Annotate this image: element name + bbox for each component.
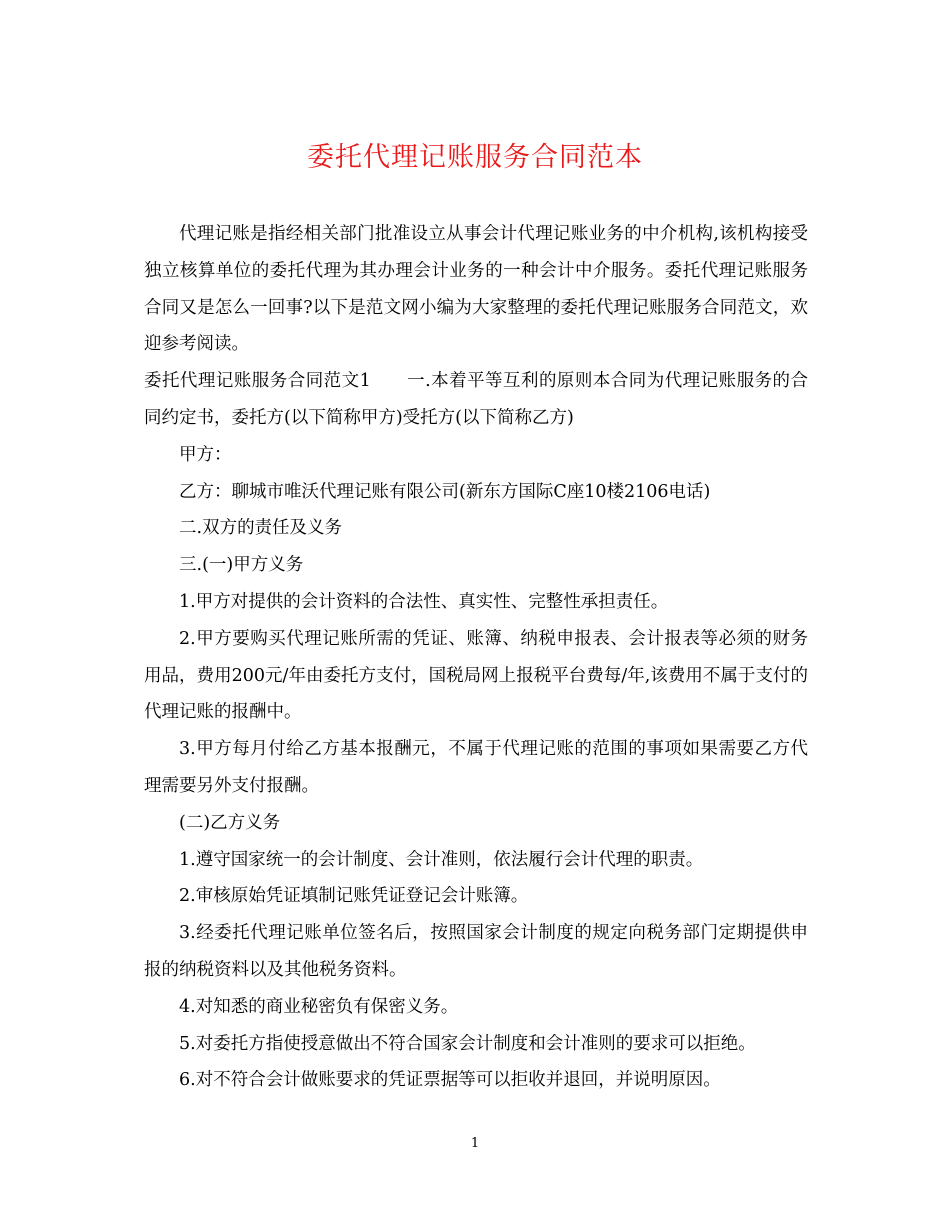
responsibilities-heading: 二.双方的责任及义务: [179, 518, 343, 539]
contract-section-heading: 委托代理记账服务合同范文1 一.本着平等互利的原则本合同为代理记账服务的合同约定书，委托方(以下简称甲方)受托方(以下简称乙方): [144, 371, 808, 428]
party-b-duties-heading: (二)乙方义务: [179, 812, 281, 833]
page-number: 1: [470, 1136, 480, 1151]
party-a-duty-1: 1.甲方对提供的会计资料的合法性、真实性、完整性承担责任。: [179, 591, 669, 612]
party-b-duty-3: 3.经委托代理记账单位签名后，按照国家会计制度的规定向税务部门定期提供申报的纳税资料以及其他税务资料。: [144, 923, 808, 980]
party-b-duty-4: 4.对知悉的商业秘密负有保密义务。: [179, 996, 459, 1017]
party-a-duty-2: 2.甲方要购买代理记账所需的凭证、账簿、纳税申报表、会计报表等必须的财务用品，费用200元/年由委托方支付，国税局网上报税平台费每/年,该费用不属于支付的代理记账的报酬中。: [144, 628, 808, 723]
party-b-duty-5: 5.对委托方指使授意做出不符合国家会计制度和会计准则的要求可以拒绝。: [179, 1033, 756, 1054]
document-body: [144, 216, 808, 1099]
party-b-duty-6: 6.对不符合会计做账要求的凭证票据等可以拒收并退回，并说明原因。: [179, 1070, 721, 1091]
party-b-duty-1: 1.遵守国家统一的会计制度、会计准则，依法履行会计代理的职责。: [179, 849, 704, 870]
intro-paragraph: 代理记账是指经相关部门批准设立从事会计代理记账业务的中介机构,该机构接受独立核算单位的委托代理为其办理会计业务的一种会计中介服务。委托代理记账服务合同又是怎么一回事?以下是范文网小编为大家整理的委托代理记账服务合同范文，欢迎参考阅读。: [144, 224, 808, 355]
party-a-duties-heading: 三.(一)甲方义务: [179, 555, 304, 576]
party-a-duty-3: 3.甲方每月付给乙方基本报酬元，不属于代理记账的范围的事项如果需要乙方代理需要另外支付报酬。: [144, 739, 808, 796]
party-a-line: 甲方：: [179, 444, 232, 465]
party-b-line: 乙方：聊城市唯沃代理记账有限公司(新东方国际C座10楼2106电话): [179, 481, 711, 502]
document-title: 委托代理记账服务合同范本: [307, 142, 643, 173]
party-b-duty-2: 2.审核原始凭证填制记账凭证登记会计账簿。: [179, 886, 529, 907]
